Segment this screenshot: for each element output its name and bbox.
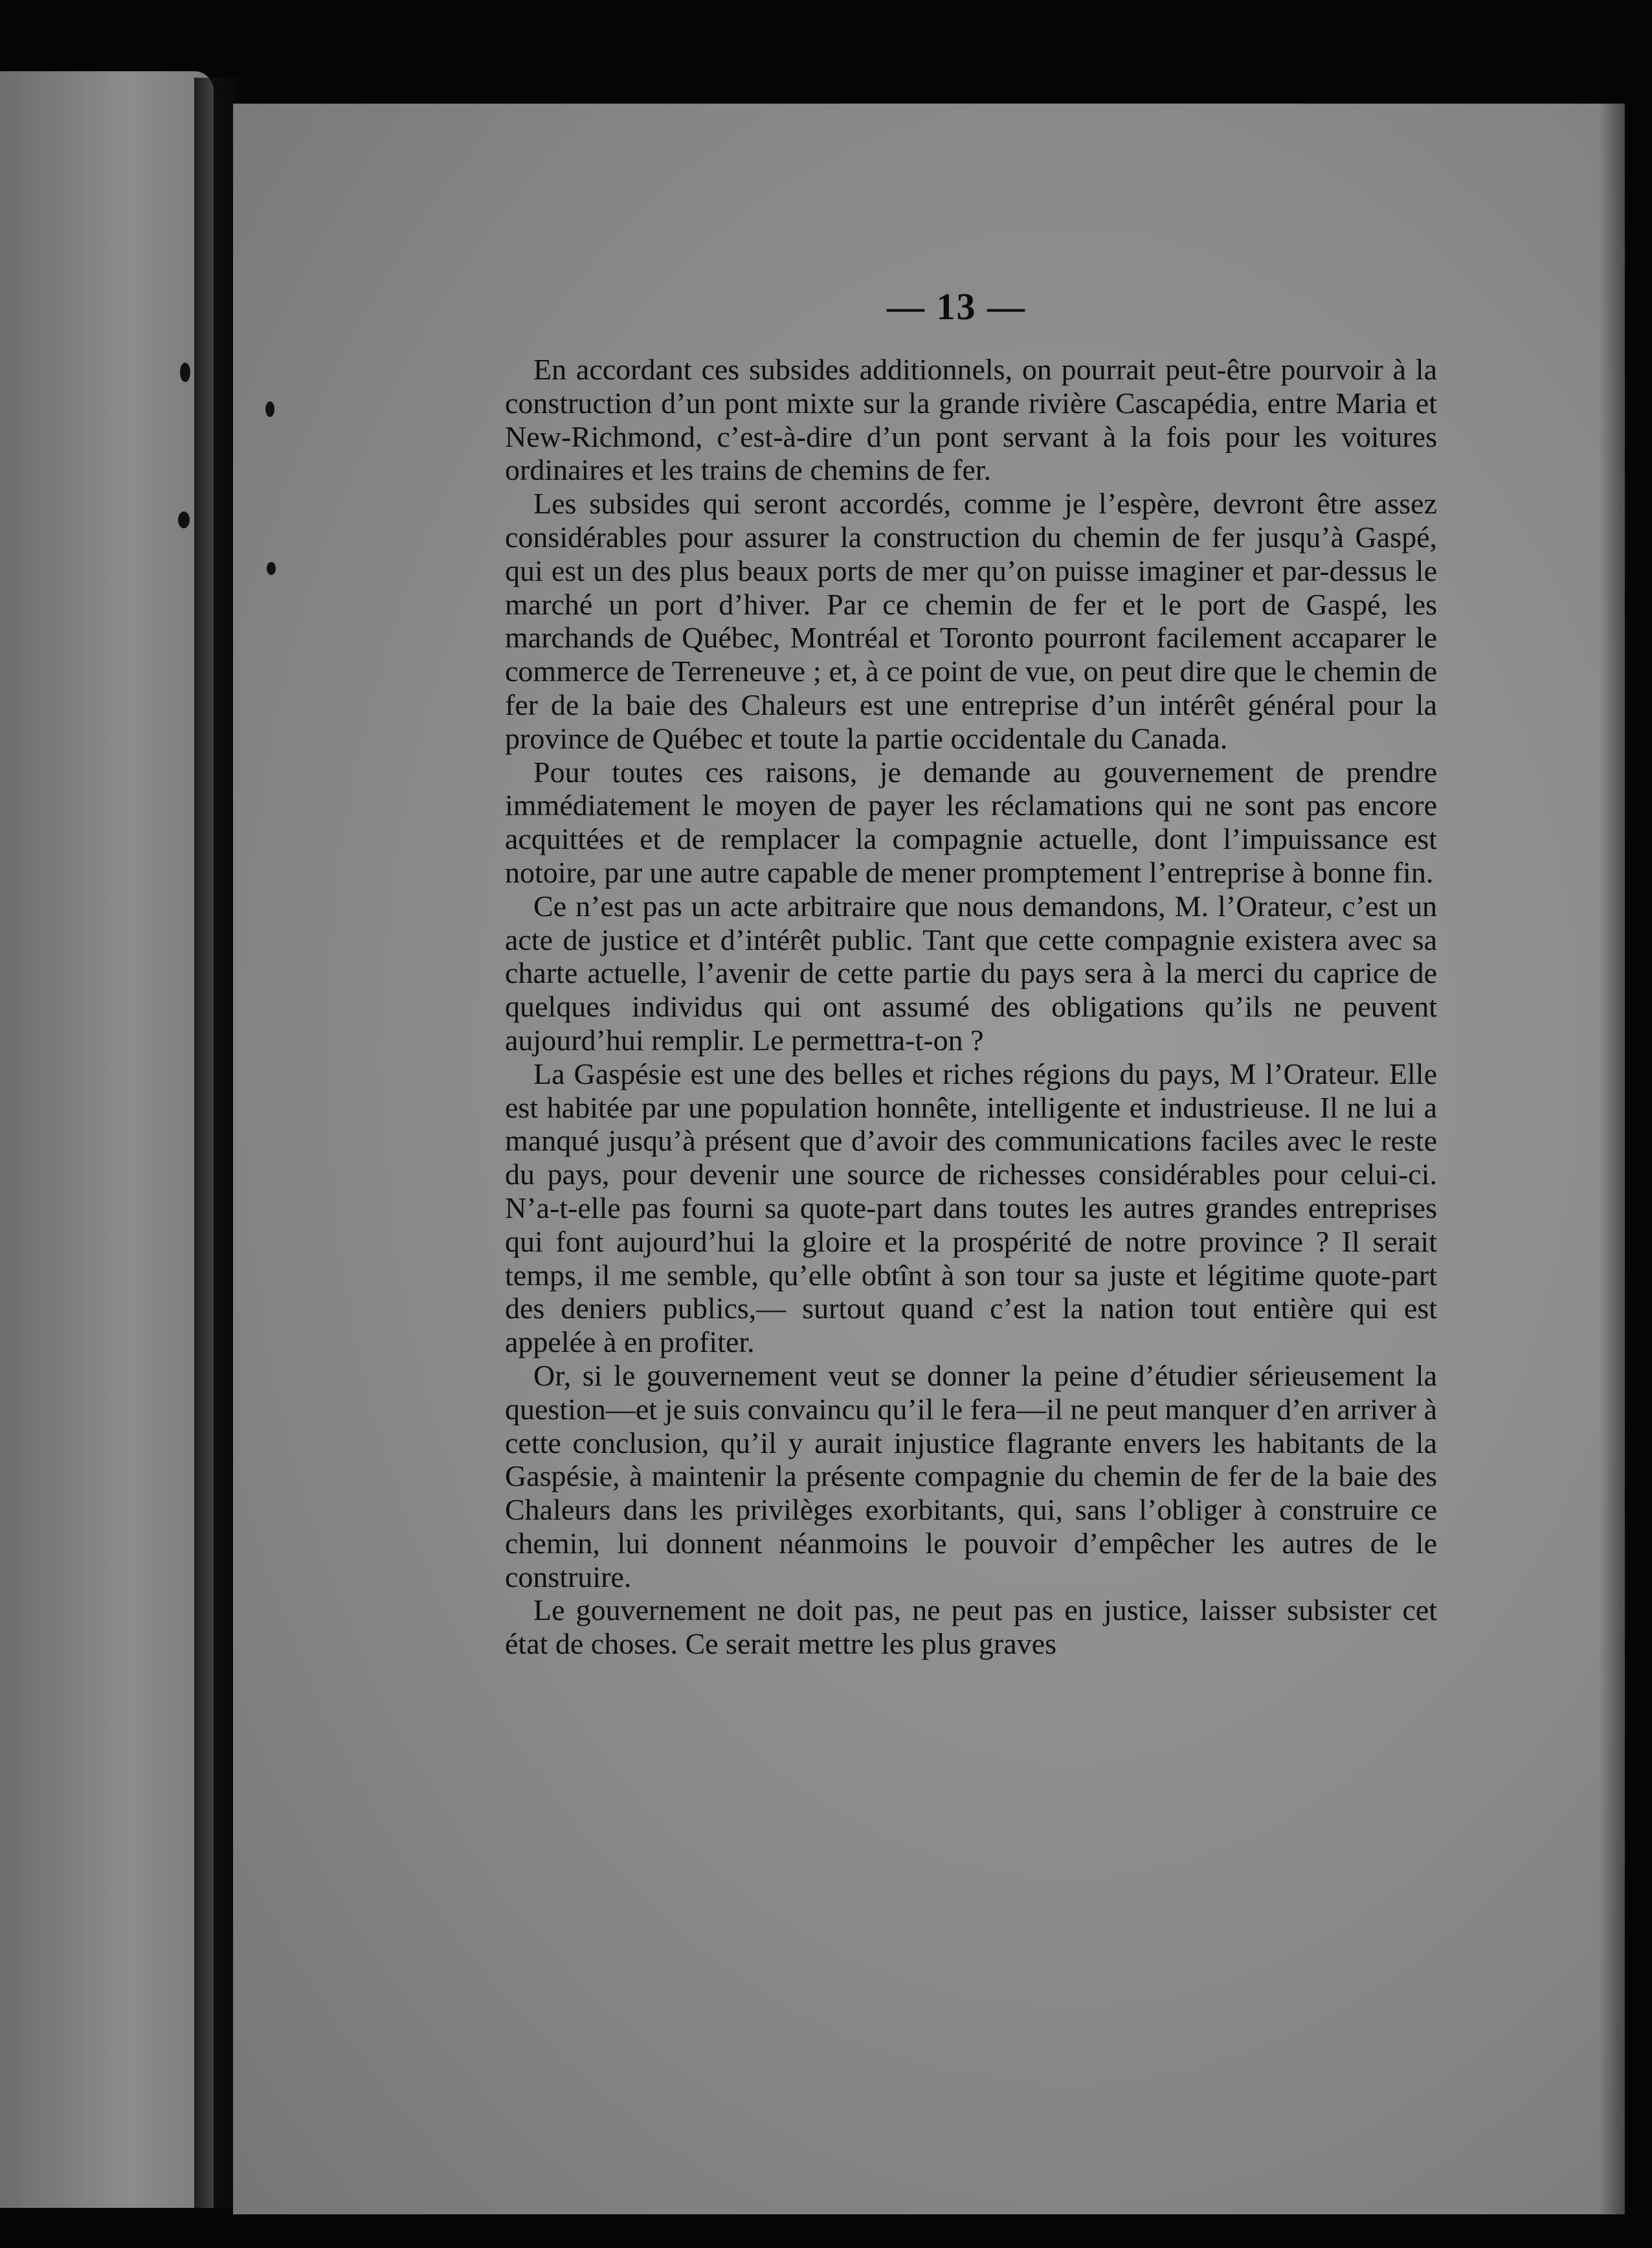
previous-page-edge (0, 71, 214, 2208)
paragraph: Le gouvernement ne doit pas, ne peut pas en justice, laisser subsister cet état de choses. Ce serait mettre les plus graves (505, 1593, 1437, 1661)
paragraph: Or, si le gouvernement veut se donner la peine d’étudier sérieusement la question—et je suis convaincu qu’il le fera—il ne peut manquer d’en arriver à cette conclusion, qu’il y aurait injustice flagrante envers les habitants de la Gaspésie, à maintenir la présente compagnie du chemin de fer de la baie des Chaleurs dans les privilèges exorbitants, qui, sans l’obliger à construire ce chemin, lui donnent néanmoins le pouvoir d’empêcher les autres de le construire. (505, 1358, 1437, 1593)
paragraph: Pour toutes ces raisons, je demande au gouvernement de prendre immédiatement le moyen de payer les réclamations qui ne sont pas encore acquittées et de remplacer la compagnie actuelle, dont l’impuissance est notoire, par une autre capable de mener promptement l’entreprise à bonne fin. (505, 755, 1437, 889)
paragraph: La Gaspésie est une des belles et riches régions du pays, M l’Orateur. Elle est habitée par une population honnête, intelligente et industrieuse. Il ne lui a manqué jusqu’à présent que d’avoir des communications faciles avec le reste du pays, pour devenir une source de richesses considérables pour celui-ci. N’a-t-elle pas fourni sa quote-part dans toutes les autres grandes entreprises qui font aujourd’hui la gloire et la prospérité de notre province ? Il serait temps, il me semble, qu’elle obtînt à son tour sa juste et légitime quote-part des deniers publics,— surtout quand c’est la nation tout entière qui est appelée à en profiter. (505, 1057, 1437, 1359)
scan-speck (265, 401, 274, 417)
paragraph: Ce n’est pas un acte arbitraire que nous demandons, M. l’Orateur, c’est un acte de justice et d’intérêt public. Tant que cette compagnie existera avec sa charte actuelle, l’avenir de cette partie du pays sera à la merci du caprice de quelques individus qui ont assumé des obligations qu’ils ne peuvent aujourd’hui remplir. Le permettra-t-on ? (505, 889, 1437, 1057)
scan-speck (180, 363, 190, 382)
paragraph: En accordant ces subsides additionnels, on pourrait peut-être pourvoir à la construction d’un pont mixte sur la grande rivière Cascapédia, entre Maria et New-Richmond, c’est-à-dire d’un pont servant à la fois pour les voitures ordinaires et les trains de chemins de fer. (505, 353, 1437, 487)
page-number: — 13 — (887, 286, 1026, 328)
scan-speck (178, 511, 190, 528)
body-text (505, 353, 1437, 1661)
paragraph: Les subsides qui seront accordés, comme je l’espère, devront être assez considérables pour assurer la construction du chemin de fer jusqu’à Gaspé, qui est un des plus beaux ports de mer qu’on puisse imaginer et par-dessus le marché un port d’hiver. Par ce chemin de fer et le port de Gaspé, les marchands de Québec, Montréal et Toronto pourront facilement accaparer le commerce de Terreneuve ; et, à ce point de vue, on peut dire que le chemin de fer de la baie des Chaleurs est une entreprise d’un intérêt général pour la province de Québec et toute la partie occidentale du Canada. (505, 487, 1437, 755)
scan-speck (267, 562, 276, 575)
page-edge-shadow (1599, 104, 1625, 2214)
